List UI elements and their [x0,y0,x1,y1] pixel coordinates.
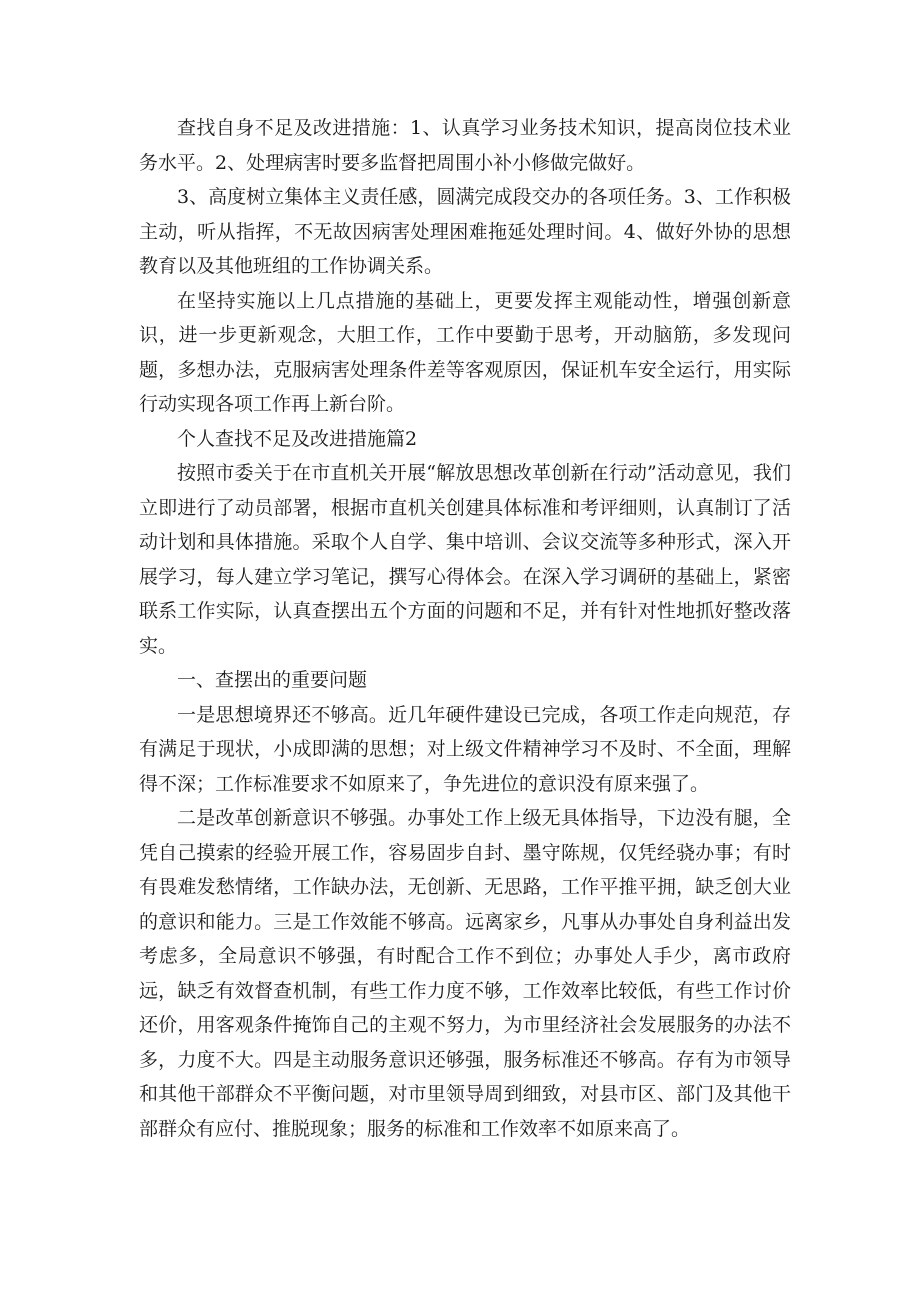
paragraph-improvement-measures: 查找自身不足及改进措施：1、认真学习业务技术知识，提高岗位技术业务水平。2、处理病害时要多监督把周围小补小修做完做好。 [139,117,791,174]
section-title-part2: 个人查找不足及改进措施篇2 [177,427,418,450]
paragraph-problem-one: 一是思想境界还不够高。近几年硬件建设已完成，各项工作走向规范，存有满足于现状，小成即满的思想；对上级文件精神学习不及时、不全面，理解得不深；工作标准要求不如原来了，争先进位的意识没有原来强了。 [139,703,791,795]
paragraph-problem-two: 二是改革创新意识不够强。办事处工作上级无具体指导，下边没有腿，全凭自己摸索的经验开展工作，容易固步自封、墨守陈规，仅凭经骁办事；有时有畏难发愁情绪，工作缺办法，无创新、无思路，工作平推平拥，缺乏创大业的意识和能力。三是工作效能不够高。远离家乡，凡事从办事处自身利益出发考虑多，全局意识不够强，有时配合工作不到位；办事处人手少，离市政府远，缺乏有效督查机制，有些工作力度不够，工作效率比较低，有些工作讨价还价，用客观条件掩饰自己的主观不努力，为市里经济社会发展服务的办法不多，力度不大。四是主动服务意识还够强，服务标准还不够高。存有为市领导和其他干部群众不平衡问题，对市里领导周到细致，对县市区、部门及其他干部群众有应付、推脱现象；服务的标准和工作效率不如原来高了。 [139,807,791,1140]
document-page [139,111,791,1146]
paragraph-activity-intro: 按照市委关于在市直机关开展“解放思想改革创新在行动”活动意见，我们立即进行了动员部署，根据市直机关创建具体标准和考评细则，认真制订了活动计划和具体措施。采取个人自学、集中培训、会议交流等多种形式，深入开展学习，每人建立学习笔记，撰写心得体会。在深入学习调研的基础上，紧密联系工作实际，认真查摆出五个方面的问题和不足，并有针对性地抓好整改落实。 [139,462,791,657]
paragraph-responsibility: 3、高度树立集体主义责任感，圆满完成段交办的各项任务。3、工作积极主动，听从指挥，不无故因病害处理困难拖延处理时间。4、做好外协的思想教育以及其他班组的工作协调关系。 [139,186,791,277]
section-heading-problems: 一、查摆出的重要问题 [177,669,368,691]
paragraph-initiative: 在坚持实施以上几点措施的基础上，更要发挥主观能动性，增强创新意识，进一步更新观念，大胆工作，工作中要勤于思考，开动脑筋，多发现问题，多想办法，克服病害处理条件差等客观原因，保证机车安全运行，用实际行动实现各项工作再上新台阶。 [139,289,791,415]
